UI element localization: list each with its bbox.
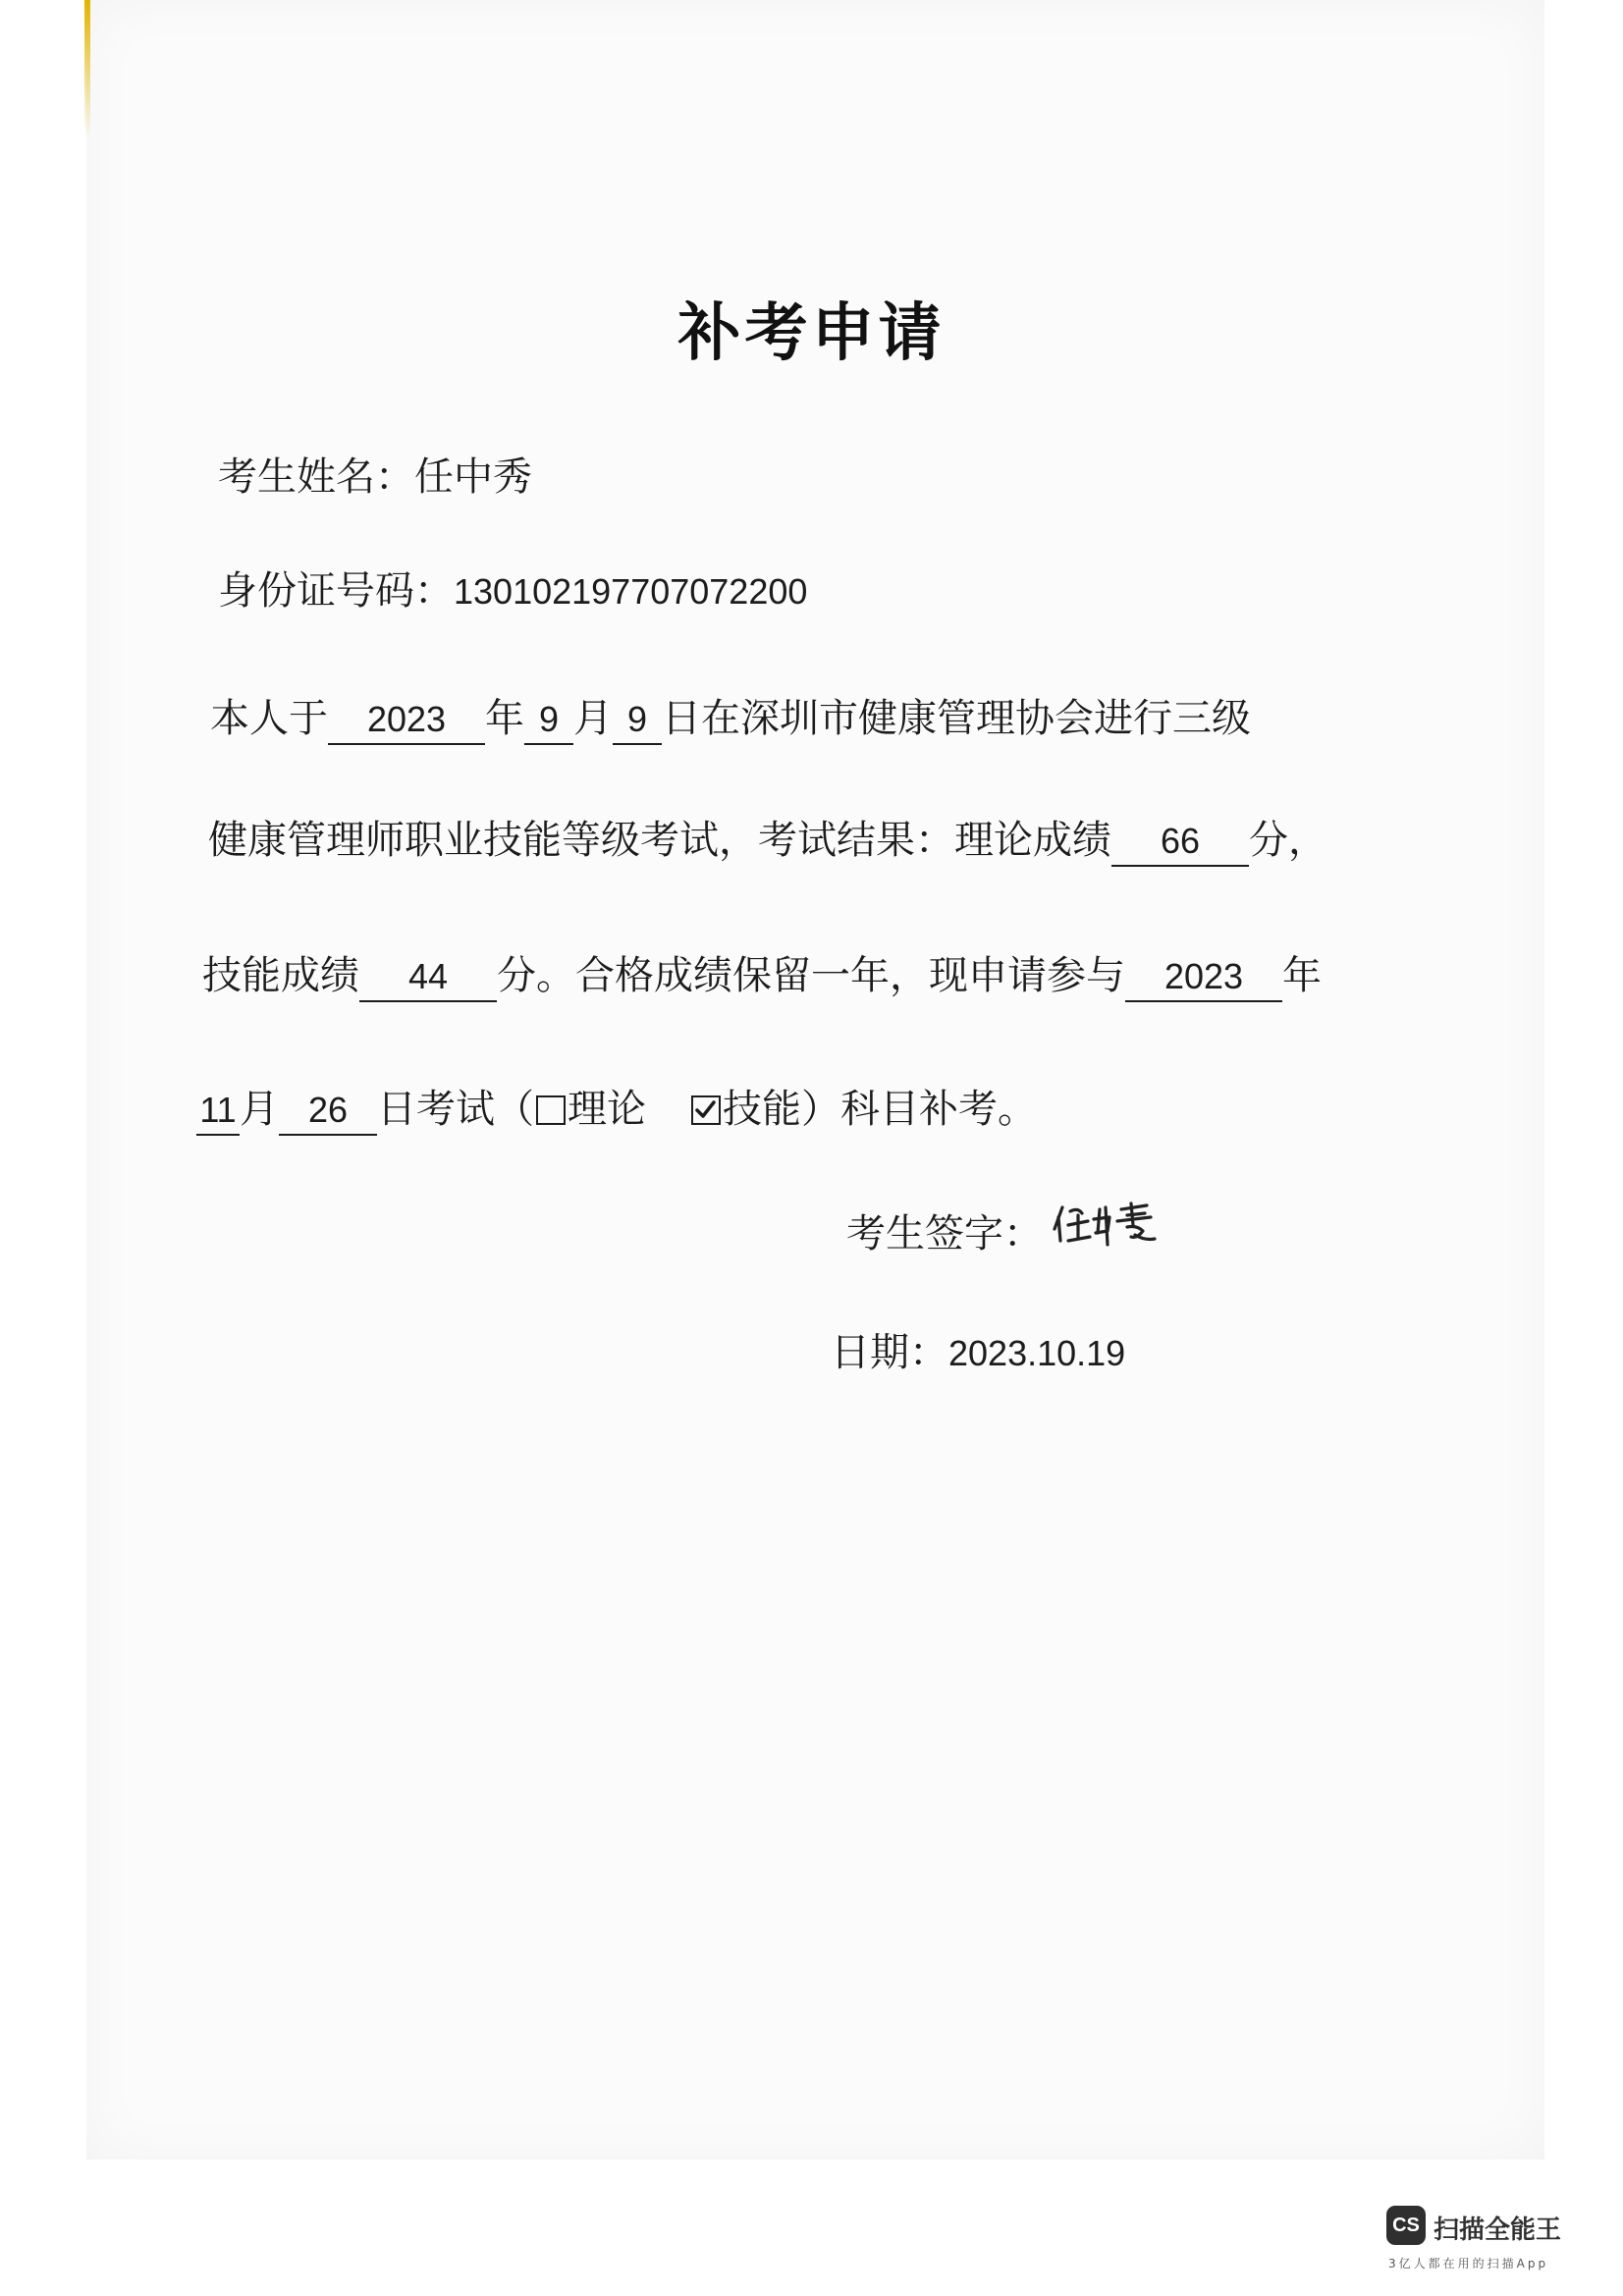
text-after-skill: 分。合格成绩保留一年，现申请参与 [497,953,1125,998]
text-end: ）科目补考。 [801,1087,1037,1132]
year-char: 年 [485,696,524,741]
month-char: 月 [573,696,613,741]
exam-year-blank: 2023 [328,696,485,745]
makeup-year-char: 年 [1282,953,1322,998]
skill-score-blank: 44 [359,953,497,1002]
id-label: 身份证号码： [218,568,454,614]
text-after-theory: 分， [1249,818,1327,863]
makeup-month-char: 月 [240,1087,279,1132]
watermark-slogan: 3亿人都在用的扫描App [1388,2257,1549,2270]
watermark-app-name: 扫描全能王 [1434,2216,1562,2245]
checkmark-icon [693,1097,718,1122]
skill-checkbox[interactable] [691,1095,721,1125]
text-after-makeup-day: 日考试（ [377,1087,534,1132]
text-before-year: 本人于 [210,696,328,741]
theory-checkbox[interactable] [536,1095,566,1125]
signature-row [846,1196,1166,1273]
option-skill-label: 技能 [723,1087,801,1132]
text-after-day: 日在深圳市健康管理协会进行三级 [662,696,1251,741]
id-value: 130102197707072200 [454,571,808,612]
camscanner-logo-icon: CS [1386,2206,1426,2245]
exam-month-blank: 9 [524,696,573,745]
text-before-skill: 技能成绩 [202,953,359,998]
paragraph-line-4 [196,1080,1037,1139]
text-before-theory: 健康管理师职业技能等级考试，考试结果：理论成绩 [208,818,1111,863]
document-title: 补考申请 [677,296,946,370]
date-value: 2023.10.19 [948,1333,1126,1373]
paragraph-line-1 [210,689,1251,748]
paragraph-line-3 [202,946,1322,1005]
date-row [831,1323,1125,1383]
option-theory-label: 理论 [568,1087,646,1132]
name-row [218,448,532,507]
theory-score-blank: 66 [1111,818,1249,867]
date-label: 日期： [831,1330,948,1375]
name-label: 考生姓名： [218,454,414,500]
exam-day-blank: 9 [613,696,662,745]
name-value: 任中秀 [414,454,532,500]
handwritten-signature [1049,1196,1166,1273]
id-row [218,561,807,621]
signature-label: 考生签字： [846,1211,1043,1256]
makeup-year-blank: 2023 [1125,953,1282,1002]
paper-edge-stain [84,0,90,137]
makeup-month-blank: 11 [196,1087,240,1136]
paragraph-line-2 [208,811,1327,870]
scanner-watermark [1386,2206,1573,2274]
makeup-day-blank: 26 [279,1087,377,1136]
